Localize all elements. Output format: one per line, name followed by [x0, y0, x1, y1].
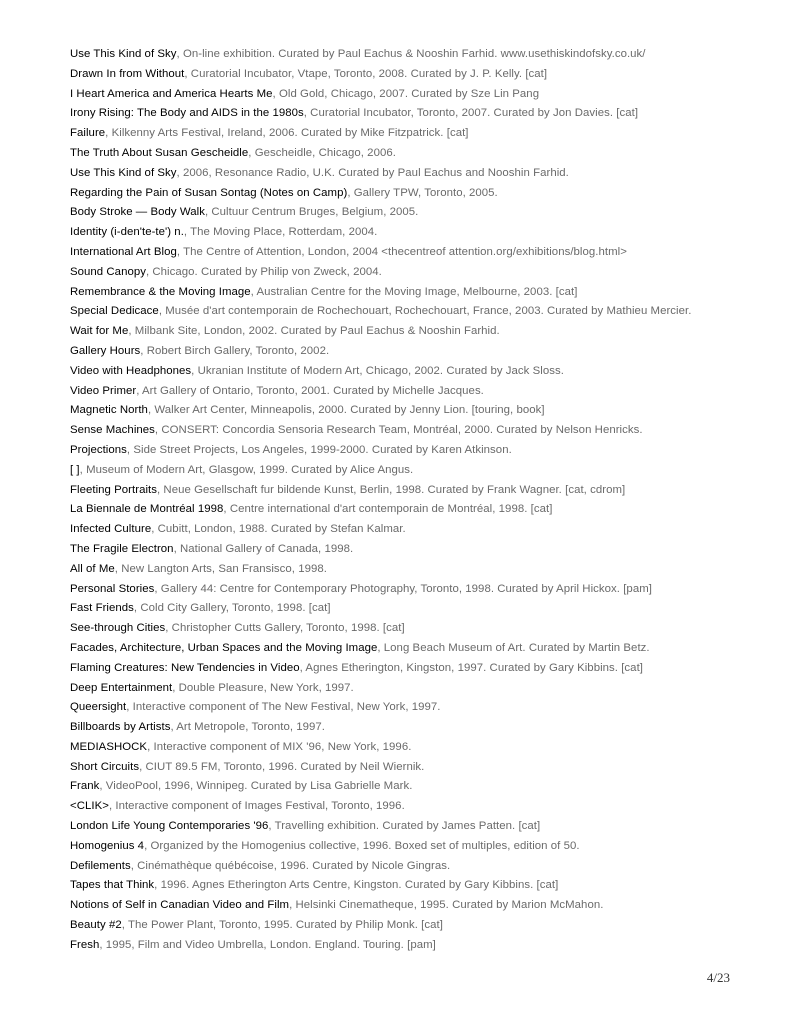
- exhibition-details: , Cultuur Centrum Bruges, Belgium, 2005.: [204, 206, 419, 219]
- exhibition-entry: [70, 203, 732, 223]
- exhibition-entry: [70, 65, 732, 85]
- exhibition-title: The Truth About Susan Gescheidle: [70, 146, 249, 159]
- exhibition-entry: [70, 362, 732, 382]
- exhibition-entry: [70, 857, 732, 877]
- exhibition-entry: [70, 580, 732, 600]
- exhibition-title: Infected Culture: [70, 523, 152, 536]
- exhibition-title: Irony Rising: The Body and AIDS in the 1980s: [70, 107, 304, 120]
- exhibition-entry: [70, 124, 732, 144]
- exhibition-title: Video Primer: [70, 384, 137, 397]
- exhibition-entry: [70, 342, 732, 362]
- exhibition-list: [70, 45, 732, 956]
- exhibition-title: Fleeting Portraits: [70, 483, 157, 496]
- exhibition-entry: [70, 718, 732, 738]
- exhibition-title: Fast Friends: [70, 602, 134, 615]
- exhibition-entry: [70, 936, 732, 956]
- exhibition-title: Fresh: [70, 938, 100, 951]
- exhibition-details: , 2006, Resonance Radio, U.K. Curated by Paul Eachus and Nooshin Farhid.: [176, 166, 569, 179]
- exhibition-details: , Curatorial Incubator, Toronto, 2007. Curated by Jon Davies. [cat]: [303, 107, 639, 120]
- exhibition-details: , Christopher Cutts Gallery, Toronto, 1998. [cat]: [165, 622, 405, 635]
- exhibition-title: Homogenius 4: [70, 839, 145, 852]
- exhibition-entry: [70, 322, 732, 342]
- exhibition-details: , Walker Art Center, Minneapolis, 2000. Curated by Jenny Lion. [touring, book]: [147, 404, 545, 417]
- exhibition-details: , National Gallery of Canada, 1998.: [173, 542, 354, 555]
- exhibition-entry: [70, 876, 732, 896]
- exhibition-title: Queersight: [70, 701, 127, 714]
- exhibition-title: London Life Young Contemporaries '96: [70, 820, 269, 833]
- exhibition-title: Use This Kind of Sky: [70, 48, 177, 60]
- exhibition-title: All of Me: [70, 562, 115, 575]
- exhibition-details: , Chicago. Curated by Philip von Zweck, 2004.: [145, 265, 382, 278]
- exhibition-details: , The Centre of Attention, London, 2004 <thecentreof attention.org/exhibitions/blog.html>: [176, 245, 627, 258]
- exhibition-title: Drawn In from Without: [70, 67, 185, 80]
- exhibition-details: , Cinémathèque québécoise, 1996. Curated by Nicole Gingras.: [130, 859, 451, 872]
- exhibition-entry: [70, 797, 732, 817]
- exhibition-entry: [70, 639, 732, 659]
- exhibition-details: , CIUT 89.5 FM, Toronto, 1996. Curated by Neil Wiernik.: [139, 760, 425, 773]
- exhibition-title: Special Dedicace: [70, 305, 159, 318]
- exhibition-entry: [70, 184, 732, 204]
- exhibition-title: Defilements: [70, 859, 131, 872]
- exhibition-entry: [70, 441, 732, 461]
- exhibition-title: Flaming Creatures: New Tendencies in Video: [70, 661, 300, 674]
- exhibition-title: Deep Entertainment: [70, 681, 173, 694]
- exhibition-entry: [70, 302, 732, 322]
- exhibition-title: Gallery Hours: [70, 344, 141, 357]
- exhibition-details: , Cold City Gallery, Toronto, 1998. [cat]: [133, 602, 331, 615]
- exhibition-entry: [70, 619, 732, 639]
- exhibition-details: , Robert Birch Gallery, Toronto, 2002.: [140, 344, 330, 357]
- exhibition-details: , Neue Gesellschaft fur bildende Kunst, Berlin, 1998. Curated by Frank Wagner. [cat, cdrom]: [157, 483, 626, 496]
- exhibition-title: Sense Machines: [70, 424, 155, 437]
- exhibition-details: , Interactive component of MIX '96, New York, 1996.: [147, 740, 412, 753]
- exhibition-details: , Gallery 44: Centre for Contemporary Photography, Toronto, 1998. Curated by April Hickox. [pam]: [154, 582, 652, 595]
- exhibition-details: , Australian Centre for the Moving Image, Melbourne, 2003. [cat]: [250, 285, 578, 298]
- exhibition-entry: [70, 382, 732, 402]
- exhibition-entry: [70, 481, 732, 501]
- exhibition-title: La Biennale de Montréal 1998: [70, 503, 224, 516]
- exhibition-details: , Organized by the Homogenius collective, 1996. Boxed set of multiples, edition of 50.: [144, 839, 580, 852]
- exhibition-title: The Fragile Electron: [70, 542, 174, 555]
- exhibition-details: , Travelling exhibition. Curated by James Patten. [cat]: [268, 820, 541, 833]
- exhibition-entry: [70, 164, 732, 184]
- exhibition-entry: [70, 401, 732, 421]
- exhibition-entry: [70, 599, 732, 619]
- exhibition-details: , 1996. Agnes Etherington Arts Centre, Kingston. Curated by Gary Kibbins. [cat]: [154, 879, 559, 892]
- exhibition-entry: [70, 520, 732, 540]
- exhibition-title: Wait for Me: [70, 325, 129, 338]
- exhibition-title: MEDIASHOCK: [70, 740, 148, 753]
- exhibition-entry: [70, 896, 732, 916]
- exhibition-entry: [70, 461, 732, 481]
- exhibition-entry: [70, 283, 732, 303]
- exhibition-title: Short Circuits: [70, 760, 140, 773]
- page-number: 4/23: [706, 970, 730, 985]
- exhibition-details: , Gescheidle, Chicago, 2006.: [248, 146, 396, 159]
- exhibition-details: , New Langton Arts, San Fransisco, 1998.: [114, 562, 327, 575]
- exhibition-title: See-through Cities: [70, 622, 166, 635]
- exhibition-title: Billboards by Artists: [70, 721, 171, 734]
- exhibition-entry: [70, 817, 732, 837]
- exhibition-title: [ ]: [70, 463, 80, 476]
- exhibition-details: , Milbank Site, London, 2002. Curated by Paul Eachus & Nooshin Farhid.: [128, 325, 500, 338]
- exhibition-title: Personal Stories: [70, 582, 155, 595]
- exhibition-entry: [70, 421, 732, 441]
- exhibition-details: , Ukranian Institute of Modern Art, Chicago, 2002. Curated by Jack Sloss.: [191, 364, 564, 377]
- exhibition-details: , Cubitt, London, 1988. Curated by Stefan Kalmar.: [151, 523, 406, 536]
- exhibition-title: Use This Kind of Sky: [70, 166, 177, 179]
- exhibition-title: Body Stroke — Body Walk: [70, 206, 205, 219]
- exhibition-details: , Musée d'art contemporain de Rochechouart, Rochechouart, France, 2003. Curated by Mathieu Mercier.: [158, 305, 692, 318]
- exhibition-details: , VideoPool, 1996, Winnipeg. Curated by Lisa Gabrielle Mark.: [99, 780, 413, 793]
- exhibition-details: , Agnes Etherington, Kingston, 1997. Curated by Gary Kibbins. [cat]: [299, 661, 643, 674]
- exhibition-title: Projections: [70, 443, 127, 456]
- exhibition-title: Regarding the Pain of Susan Sontag (Notes on Camp): [70, 186, 348, 199]
- exhibition-details: , Interactive component of Images Festival, Toronto, 1996.: [108, 800, 405, 813]
- exhibition-details: , On-line exhibition. Curated by Paul Eachus & Nooshin Farhid. www.usethiskindofsky.co.uk/: [176, 48, 646, 60]
- exhibition-title: Beauty #2: [70, 919, 122, 932]
- exhibition-details: , Art Metropole, Toronto, 1997.: [170, 721, 326, 734]
- exhibition-details: , Centre international d'art contemporain de Montréal, 1998. [cat]: [223, 503, 553, 516]
- exhibition-title: Remembrance & the Moving Image: [70, 285, 251, 298]
- exhibition-title: Sound Canopy: [70, 265, 146, 278]
- exhibition-details: , Museum of Modern Art, Glasgow, 1999. Curated by Alice Angus.: [79, 463, 414, 476]
- exhibition-details: , Art Gallery of Ontario, Toronto, 2001. Curated by Michelle Jacques.: [136, 384, 484, 397]
- exhibition-title: Facades, Architecture, Urban Spaces and the Moving Image: [70, 641, 378, 654]
- exhibition-details: , Long Beach Museum of Art. Curated by Martin Betz.: [377, 641, 650, 654]
- exhibition-entry: [70, 104, 732, 124]
- exhibition-title: Notions of Self in Canadian Video and Film: [70, 899, 290, 912]
- exhibition-title: Magnetic North: [70, 404, 148, 417]
- exhibition-entry: [70, 144, 732, 164]
- exhibition-title: Video with Headphones: [70, 364, 192, 377]
- exhibition-details: , Interactive component of The New Festival, New York, 1997.: [126, 701, 441, 714]
- exhibition-details: , Double Pleasure, New York, 1997.: [172, 681, 354, 694]
- exhibition-title: Tapes that Think: [70, 879, 155, 892]
- exhibition-entry: [70, 223, 732, 243]
- exhibition-entry: [70, 837, 732, 857]
- exhibition-details: , Helsinki Cinematheque, 1995. Curated by Marion McMahon.: [289, 899, 604, 912]
- exhibition-details: , CONSERT: Concordia Sensoria Research Team, Montréal, 2000. Curated by Nelson Henricks.: [154, 424, 643, 437]
- exhibition-details: , Curatorial Incubator, Vtape, Toronto, 2008. Curated by J. P. Kelly. [cat]: [184, 67, 548, 80]
- exhibition-entry: [70, 540, 732, 560]
- exhibition-details: , Old Gold, Chicago, 2007. Curated by Sze Lin Pang: [272, 87, 540, 100]
- exhibition-title: Frank: [70, 780, 100, 793]
- exhibition-entry: [70, 85, 732, 105]
- exhibition-details: , 1995, Film and Video Umbrella, London. England. Touring. [pam]: [99, 938, 436, 951]
- exhibition-title: Identity (i-den'te-te') n.: [70, 226, 184, 239]
- exhibition-entry: [70, 777, 732, 797]
- exhibition-details: , The Moving Place, Rotterdam, 2004.: [183, 226, 378, 239]
- exhibition-entry: [70, 243, 732, 263]
- exhibition-entry: [70, 758, 732, 778]
- exhibition-entry: [70, 738, 732, 758]
- exhibition-entry: [70, 263, 732, 283]
- exhibition-details: , The Power Plant, Toronto, 1995. Curated by Philip Monk. [cat]: [121, 919, 443, 932]
- exhibition-entry: [70, 45, 732, 65]
- exhibition-title: International Art Blog: [70, 245, 177, 258]
- exhibition-title: Failure: [70, 127, 106, 140]
- exhibition-entry: [70, 679, 732, 699]
- exhibition-title: I Heart America and America Hearts Me: [70, 87, 273, 100]
- exhibition-entry: [70, 698, 732, 718]
- exhibition-entry: [70, 916, 732, 936]
- exhibition-title: <CLIK>: [70, 800, 109, 813]
- exhibition-entry: [70, 560, 732, 580]
- exhibition-entry: [70, 659, 732, 679]
- exhibition-details: , Side Street Projects, Los Angeles, 1999-2000. Curated by Karen Atkinson.: [126, 443, 512, 456]
- exhibition-entry: [70, 500, 732, 520]
- exhibition-details: , Gallery TPW, Toronto, 2005.: [347, 186, 498, 199]
- exhibition-details: , Kilkenny Arts Festival, Ireland, 2006. Curated by Mike Fitzpatrick. [cat]: [105, 127, 469, 140]
